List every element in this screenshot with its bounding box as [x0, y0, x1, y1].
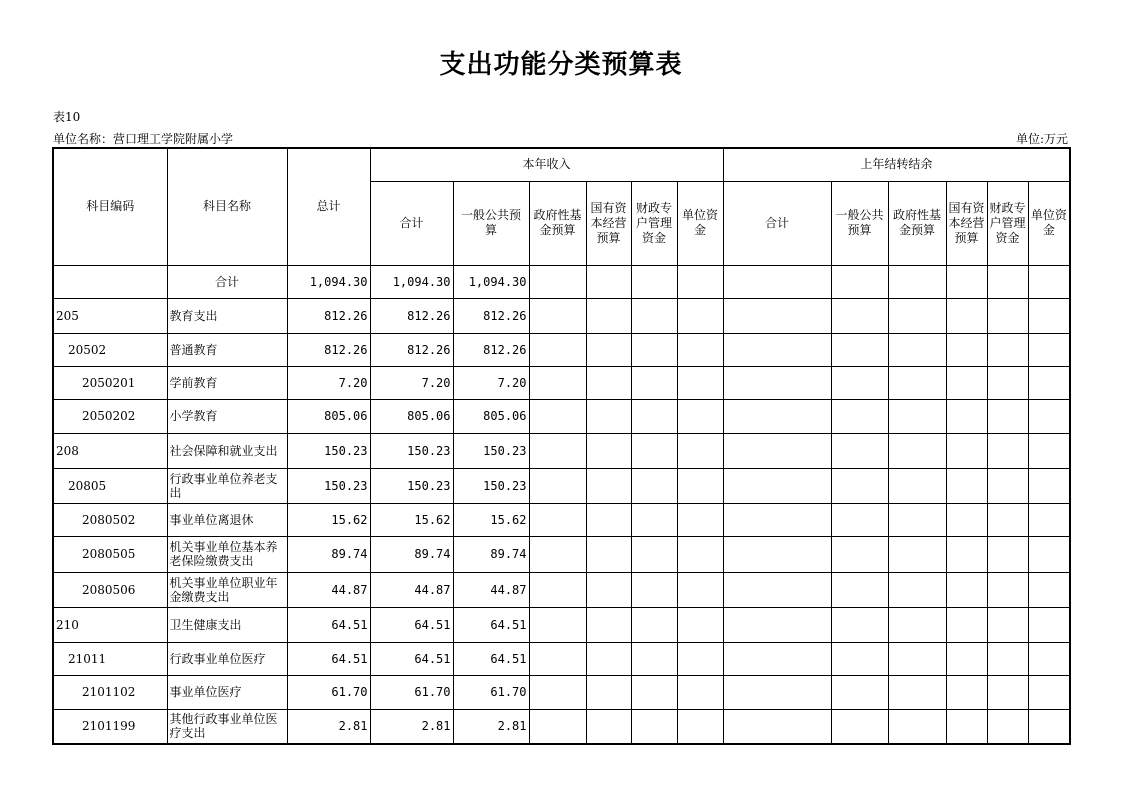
- row-cur-sum: 64.51: [370, 642, 453, 675]
- header-code: 科目编码: [53, 148, 167, 265]
- row-cur-general: 64.51: [453, 607, 529, 642]
- row-name: 普通教育: [167, 333, 287, 366]
- header-cur-general: 一般公共预算: [453, 181, 529, 265]
- row-code: 210: [53, 607, 167, 642]
- row-cur-sum: 150.23: [370, 433, 453, 468]
- table-row: [53, 265, 1070, 298]
- header-pri-unit: 单位资金: [1028, 181, 1070, 265]
- header-name: 科目名称: [167, 148, 287, 265]
- row-cur-sum: 44.87: [370, 572, 453, 607]
- row-code: 2080505: [53, 536, 167, 572]
- row-cur-general: 1,094.30: [453, 265, 529, 298]
- header-cur-state: 国有资本经营预算: [586, 181, 631, 265]
- page-title: 支出功能分类预算表: [439, 50, 683, 80]
- header-pri-sum: 合计: [723, 181, 831, 265]
- row-cur-general: 15.62: [453, 503, 529, 536]
- table-row: [53, 433, 1070, 468]
- row-name: 事业单位医疗: [167, 675, 287, 709]
- table-row: [53, 572, 1070, 607]
- table-row: [53, 399, 1070, 433]
- table-row: [53, 298, 1070, 333]
- row-name: 事业单位离退休: [167, 503, 287, 536]
- row-total: 89.74: [287, 536, 370, 572]
- row-total: 2.81: [287, 709, 370, 744]
- table-number: 表10: [53, 110, 81, 124]
- row-total: 805.06: [287, 399, 370, 433]
- header-current-year: 本年收入: [370, 148, 723, 181]
- row-cur-sum: 812.26: [370, 298, 453, 333]
- row-name: 合计: [167, 265, 287, 298]
- row-cur-sum: 1,094.30: [370, 265, 453, 298]
- row-cur-general: 61.70: [453, 675, 529, 709]
- row-cur-general: 44.87: [453, 572, 529, 607]
- row-code: 2050201: [53, 366, 167, 399]
- row-code: 20805: [53, 468, 167, 503]
- row-code: 2101102: [53, 675, 167, 709]
- table-row: [53, 333, 1070, 366]
- row-name: 其他行政事业单位医疗支出: [167, 709, 287, 744]
- row-total: 44.87: [287, 572, 370, 607]
- table-row: [53, 366, 1070, 399]
- row-code: 208: [53, 433, 167, 468]
- header-cur-fund: 政府性基金预算: [529, 181, 586, 265]
- row-cur-general: 812.26: [453, 333, 529, 366]
- row-total: 64.51: [287, 642, 370, 675]
- table-row: [53, 607, 1070, 642]
- row-code: 2080506: [53, 572, 167, 607]
- header-total: 总计: [287, 148, 370, 265]
- row-cur-general: 150.23: [453, 468, 529, 503]
- header-cur-sum: 合计: [370, 181, 453, 265]
- row-cur-sum: 812.26: [370, 333, 453, 366]
- row-code: 205: [53, 298, 167, 333]
- row-total: 64.51: [287, 607, 370, 642]
- row-total: 150.23: [287, 433, 370, 468]
- unit-name: 单位名称：营口理工学院附属小学: [53, 132, 234, 146]
- header-prior-year: 上年结转结余: [723, 148, 1070, 181]
- row-total: 15.62: [287, 503, 370, 536]
- budget-table: [52, 147, 1071, 745]
- row-cur-general: 2.81: [453, 709, 529, 744]
- row-cur-general: 150.23: [453, 433, 529, 468]
- row-total: 61.70: [287, 675, 370, 709]
- table-row: [53, 642, 1070, 675]
- table-row: [53, 709, 1070, 744]
- row-code: 20502: [53, 333, 167, 366]
- row-total: 1,094.30: [287, 265, 370, 298]
- row-total: 812.26: [287, 298, 370, 333]
- header-pri-fund: 政府性基金预算: [888, 181, 946, 265]
- row-cur-sum: 64.51: [370, 607, 453, 642]
- row-name: 机关事业单位职业年金缴费支出: [167, 572, 287, 607]
- row-name: 行政事业单位医疗: [167, 642, 287, 675]
- row-name: 卫生健康支出: [167, 607, 287, 642]
- row-cur-sum: 7.20: [370, 366, 453, 399]
- row-cur-sum: 15.62: [370, 503, 453, 536]
- row-total: 7.20: [287, 366, 370, 399]
- header-pri-special: 财政专户管理资金: [987, 181, 1028, 265]
- row-cur-general: 7.20: [453, 366, 529, 399]
- row-cur-general: 89.74: [453, 536, 529, 572]
- row-code: 2101199: [53, 709, 167, 744]
- header-cur-special: 财政专户管理资金: [631, 181, 677, 265]
- row-cur-sum: 89.74: [370, 536, 453, 572]
- row-cur-sum: 805.06: [370, 399, 453, 433]
- row-code: 21011: [53, 642, 167, 675]
- row-cur-general: 812.26: [453, 298, 529, 333]
- header-pri-general: 一般公共预算: [831, 181, 888, 265]
- table-row: [53, 536, 1070, 572]
- row-total: 812.26: [287, 333, 370, 366]
- row-name: 小学教育: [167, 399, 287, 433]
- row-cur-sum: 150.23: [370, 468, 453, 503]
- row-cur-sum: 2.81: [370, 709, 453, 744]
- row-code: [53, 265, 167, 298]
- row-name: 学前教育: [167, 366, 287, 399]
- header-pri-state: 国有资本经营预算: [946, 181, 987, 265]
- unit-label: 单位:万元: [1015, 132, 1068, 146]
- row-name: 机关事业单位基本养老保险缴费支出: [167, 536, 287, 572]
- row-cur-sum: 61.70: [370, 675, 453, 709]
- table-row: [53, 503, 1070, 536]
- row-code: 2080502: [53, 503, 167, 536]
- row-name: 行政事业单位养老支出: [167, 468, 287, 503]
- row-name: 教育支出: [167, 298, 287, 333]
- row-cur-general: 805.06: [453, 399, 529, 433]
- row-name: 社会保障和就业支出: [167, 433, 287, 468]
- header-cur-unit: 单位资金: [677, 181, 723, 265]
- row-total: 150.23: [287, 468, 370, 503]
- table-row: [53, 468, 1070, 503]
- row-cur-general: 64.51: [453, 642, 529, 675]
- table-row: [53, 675, 1070, 709]
- row-code: 2050202: [53, 399, 167, 433]
